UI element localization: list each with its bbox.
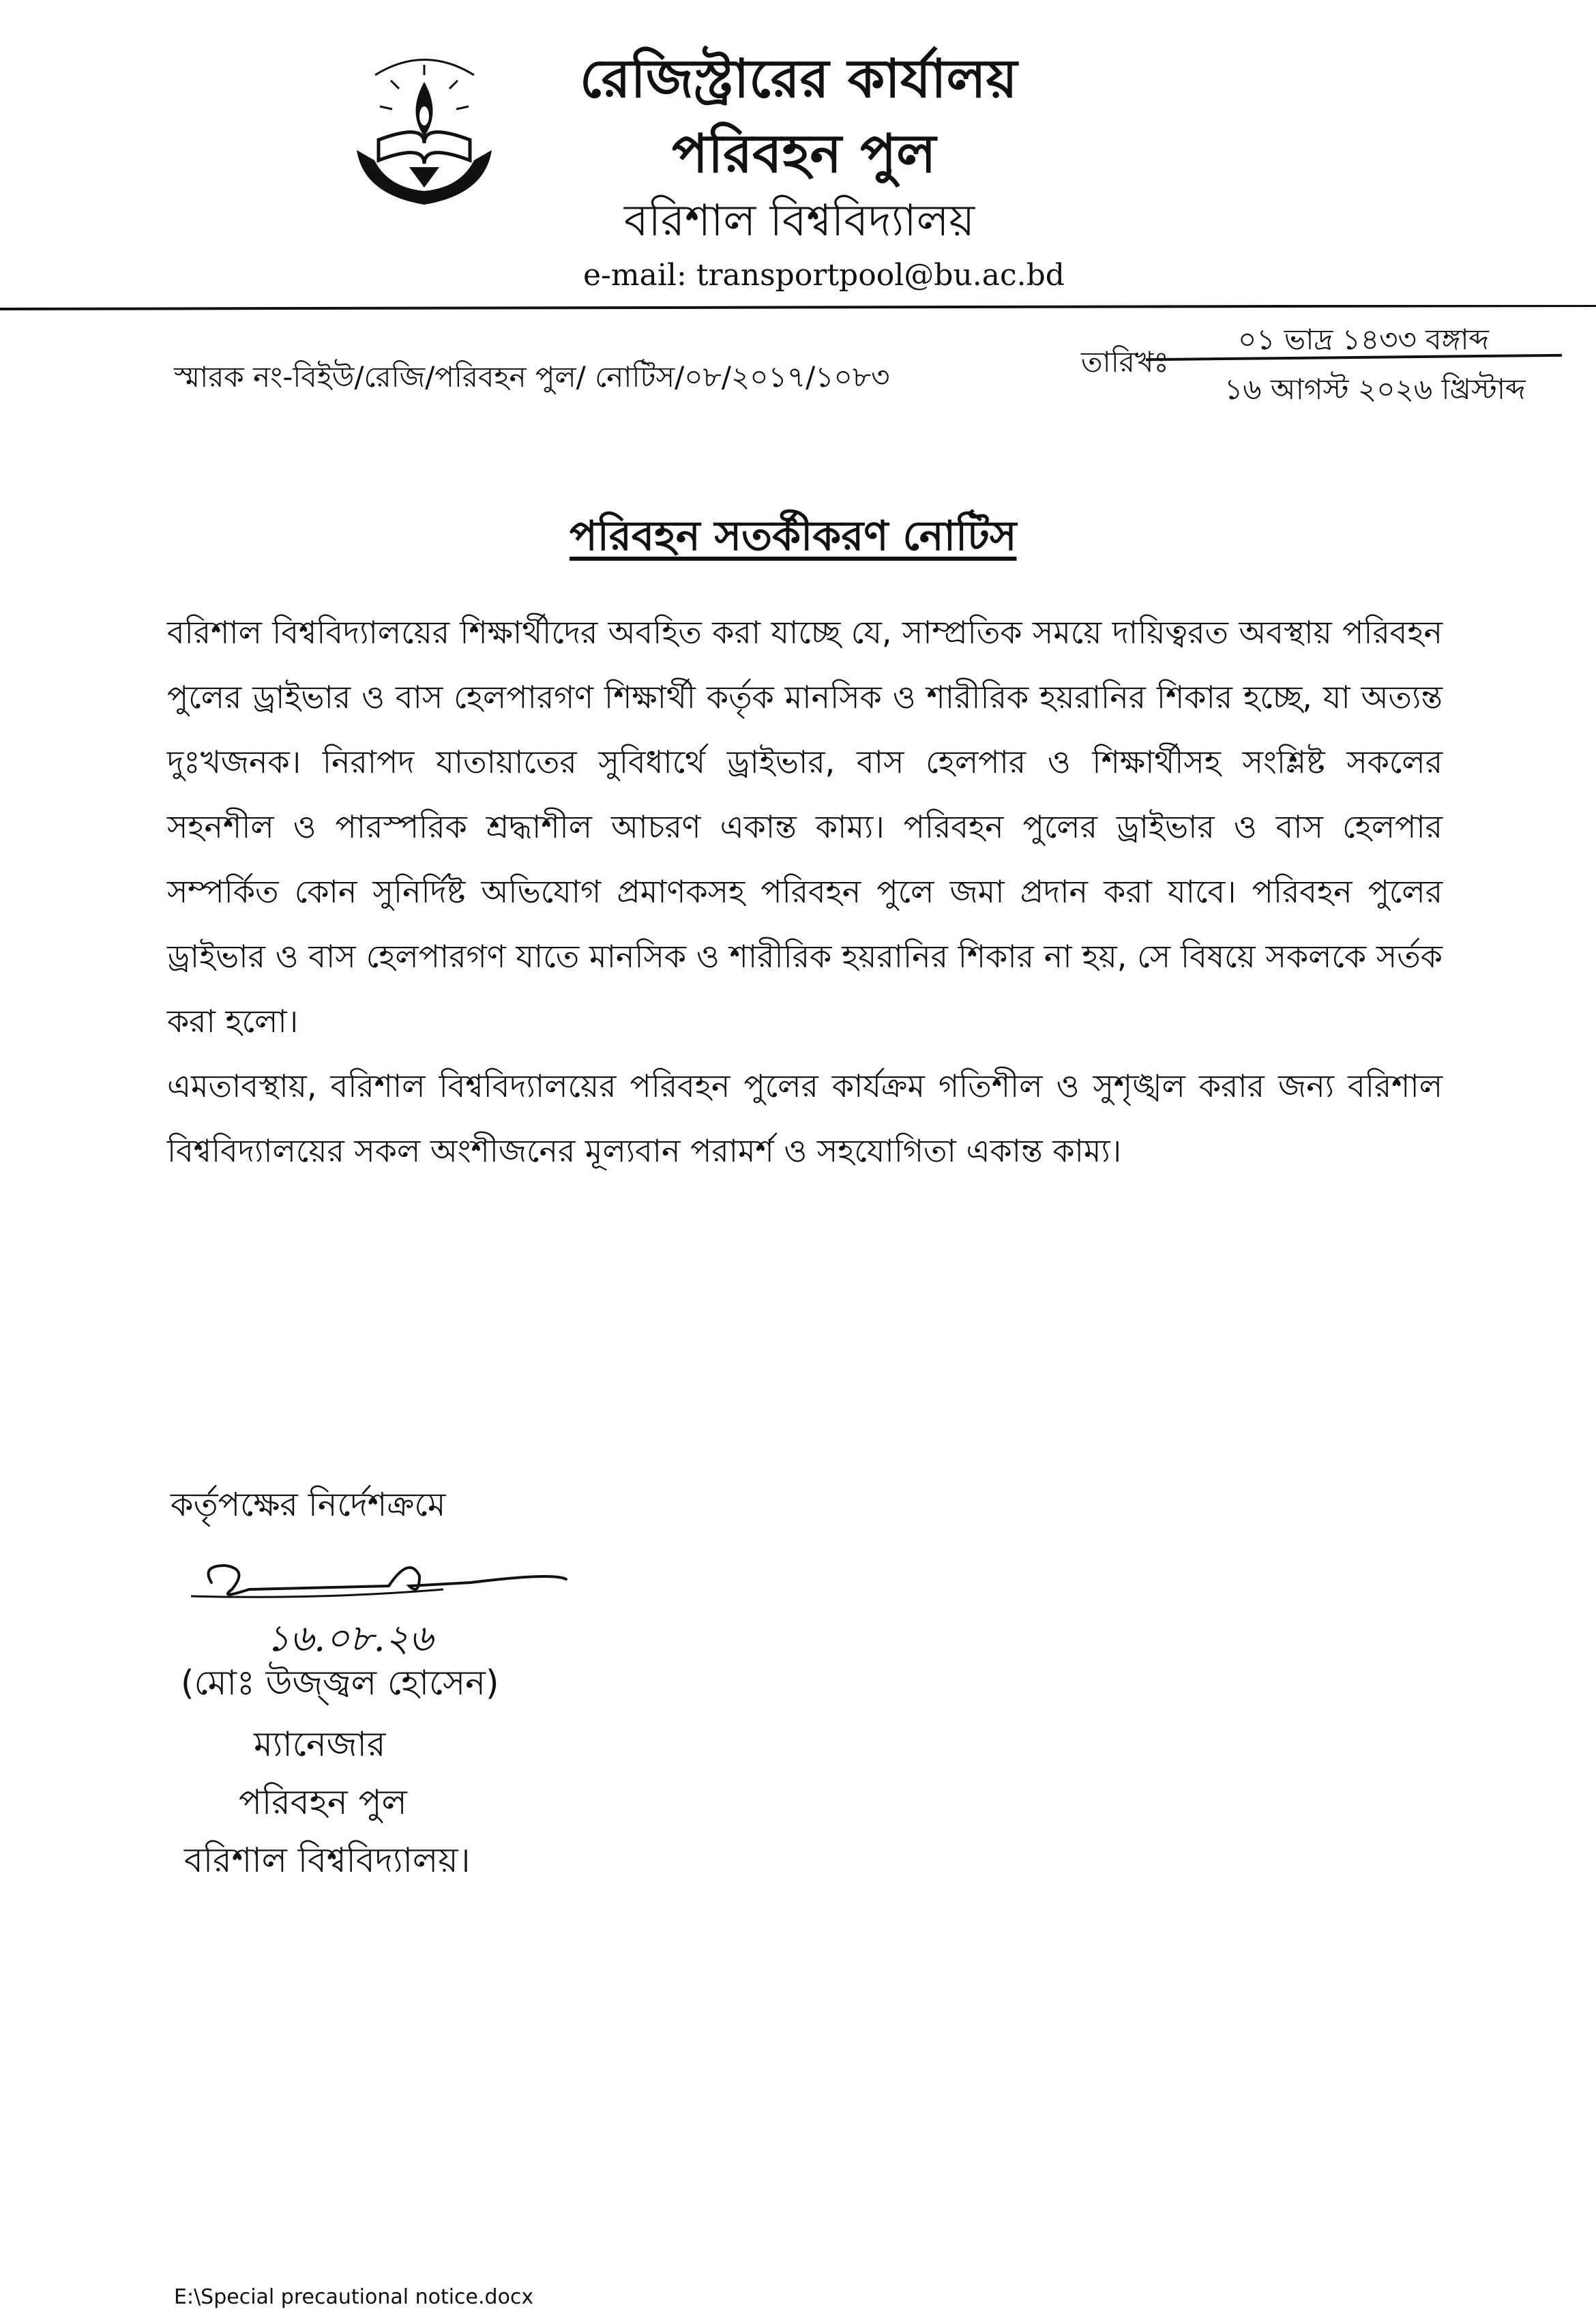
date-gregorian: ১৬ আগস্ট ২০২৬ খ্রিস্টাব্দ	[1224, 372, 1526, 406]
letterhead-email: e-mail: transportpool@bu.ac.bd	[583, 258, 1065, 293]
signatory-designation: ম্যানেজার	[254, 1724, 386, 1764]
university-emblem-icon	[344, 48, 505, 208]
date-bangla: ০১ ভাদ্র ১৪৩৩ বঙ্গাব্দ	[1238, 323, 1490, 356]
letterhead-department: পরিবহন পুল	[672, 123, 936, 185]
authority-order: কর্তৃপক্ষের নির্দেশক্রমে	[171, 1486, 446, 1524]
notice-title: পরিবহন সতর্কীকরণ নোটিস	[570, 512, 1017, 560]
signatory-university: বরিশাল বিশ্ববিদ্যালয়।	[184, 1840, 471, 1880]
notice-paragraph-1: বরিশাল বিশ্ববিদ্যালয়ের শিক্ষার্থীদের অবহিত করা যাচ্ছে যে, সাম্প্রতিক সময়ে দায়িত্বরত অবস্থায় পরিবহন পুলের ড্রাইভার ও বাস হেলপারগণ শিক্ষার্থী কর্তৃক মানসিক ও শারীরিক হয়রানির শিকার হচ্ছে, যা অত্যন্ত দুঃখজনক। নিরাপদ যাতায়াতের সুবিধার্থে ড্রাইভার, বাস হেলপার ও শিক্ষার্থীসহ সংশ্লিষ্ট সকলের সহনশীল ও পারস্পরিক শ্রদ্ধাশীল আচরণ একান্ত কাম্য। পরিবহন পুলের ড্রাইভার ও বাস হেলপার সম্পর্কিত কোন সুনির্দিষ্ট অভিযোগ প্রমাণকসহ পরিবহন পুলে জমা প্রদান করা যাবে। পরিবহন পুলের ড্রাইভার ও বাস হেলপারগণ যাতে মানসিক ও শারীরিক হয়রানির শিকার না হয়, সে বিষয়ে সকলকে সর্তক করা হলো।	[167, 614, 1443, 1040]
file-path: E:\Special precautional notice.docx	[174, 2285, 534, 2309]
letterhead-office: রেজিস্ট্রারের কার্যালয়	[580, 48, 1018, 110]
letterhead-university: বরিশাল বিশ্ববিদ্যালয়	[624, 196, 975, 246]
signature-date: ১৬.০৮.২৬	[266, 1617, 433, 1660]
notice-paragraph-2: এমতাবস্থায়, বরিশাল বিশ্ববিদ্যালয়ের পরিবহন পুলের কার্যক্রম গতিশীল ও সুশৃঙ্খল করার জন্য বরিশাল বিশ্ববিদ্যালয়ের সকল অংশীজনের মূল্যবান পরামর্শ ও সহযোগিতা একান্ত কাম্য।	[167, 1068, 1443, 1169]
letterhead-divider	[0, 300, 1596, 306]
signatory-name: (মোঃ উজ্জ্বল হোসেন)	[181, 1663, 499, 1703]
signatory-office: পরিবহন পুল	[239, 1782, 407, 1822]
memo-number: স্মারক নং-বিইউ/রেজি/পরিবহন পুল/ নোটিস/০৮/২০১৭/১০৮৩	[174, 360, 890, 394]
date-label: তারিখঃ	[1081, 345, 1169, 379]
